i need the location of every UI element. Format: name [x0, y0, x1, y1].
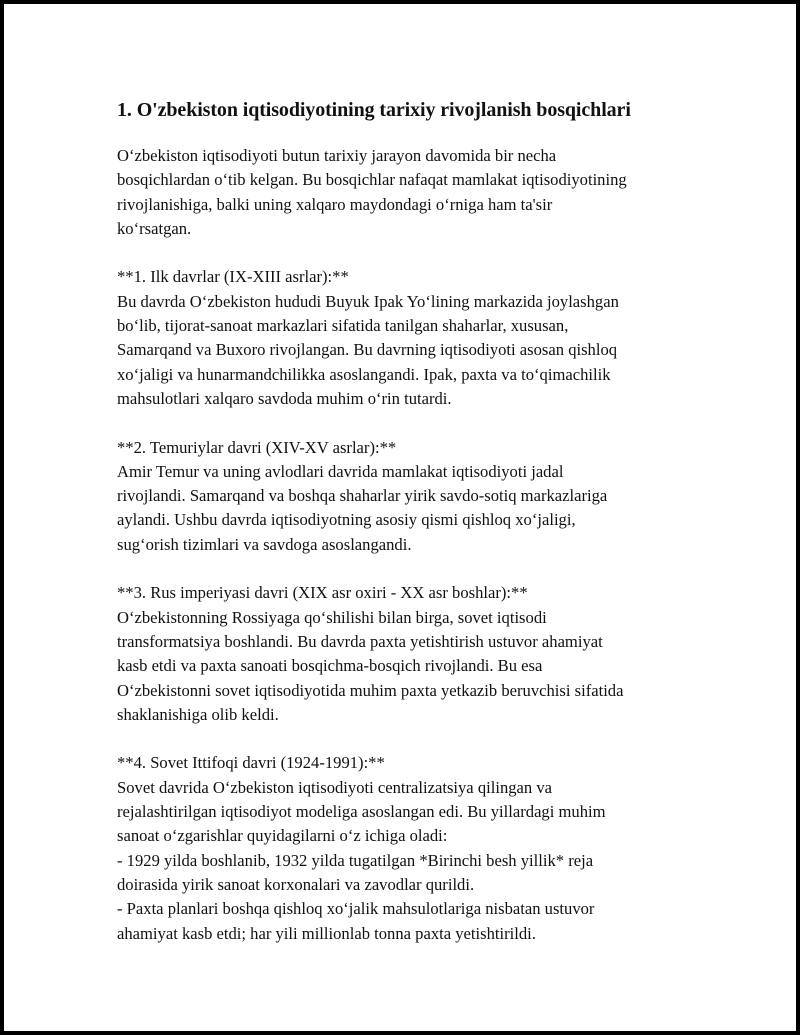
section-2	[117, 436, 697, 557]
section-body: Sovet davrida O‘zbekiston iqtisodiyoti centralizatsiya qilingan va rejalashtirilgan iqtisodiyot modeliga asoslangan edi. Bu yillardagi muhim sanoat o‘zgarishlar quyidagilarni o‘z ichiga oladi: - 1929 yilda boshlanib, 1932 yilda tugatilgan *Birinchi besh yillik* reja doirasida yirik sanoat korxonalari va zavodlar qurildi. - Paxta planlari boshqa qishloq xo‘jalik mahsulotlariga nisbatan ustuvor ahamiyat kasb etdi; har yili millionlab tonna paxta yetishtirildi.	[117, 777, 606, 943]
paragraph-gap	[117, 241, 697, 265]
section-3	[117, 581, 697, 727]
section-heading: **4. Sovet Ittifoqi davri (1924-1991):**	[117, 753, 385, 773]
paragraph-gap	[117, 411, 697, 435]
section-heading: **2. Temuriylar davri (XIV-XV asrlar):**	[117, 437, 397, 457]
section-1	[117, 265, 697, 411]
paragraph-gap	[117, 557, 697, 581]
document-title: 1. O'zbekiston iqtisodiyotining tarixiy rivojlanish bosqichlari	[117, 99, 631, 121]
section-4	[117, 751, 697, 945]
paragraph-gap	[117, 727, 697, 751]
intro-paragraph: O‘zbekiston iqtisodiyoti butun tarixiy jarayon davomida bir necha bosqichlardan o‘tib kelgan. Bu bosqichlar nafaqat mamlakat iqtisodiyotining rivojlanishiga, balki uning xalqaro maydondagi o‘rniga ham ta'sir ko‘rsatgan.	[117, 146, 627, 238]
section-body: Bu davrda O‘zbekiston hududi Buyuk Ipak Yo‘lining markazida joylashgan bo‘lib, tijorat-sanoat markazlari sifatida tanilgan shaharlar, xususan, Samarqand va Buxoro rivojlangan. Bu davrning iqtisodiyoti asosan qishloq xo‘jaligi va hunarmandchilikka asoslangandi. Ipak, paxta va to‘qimachilik mahsulotlari xalqaro savdoda muhim o‘rin tutardi.	[117, 291, 619, 408]
section-heading: **1. Ilk davrlar (IX-XIII asrlar):**	[117, 267, 349, 287]
document-content	[117, 90, 697, 946]
section-heading: **3. Rus imperiyasi davri (XIX asr oxiri - XX asr boshlar):**	[117, 583, 528, 603]
section-body: Amir Temur va uning avlodlari davrida mamlakat iqtisodiyoti jadal rivojlandi. Samarqand va boshqa shaharlar yirik savdo-sotiq markazlariga aylandi. Ushbu davrda iqtisodiyotning asosiy qismi qishloq xo‘jaligi, sug‘orish tizimlari va savdoga asoslangandi.	[117, 461, 608, 554]
section-body: O‘zbekistonning Rossiyaga qo‘shilishi bilan birga, sovet iqtisodi transformatsiya boshlandi. Bu davrda paxta yetishtirish ustuvor ahamiyat kasb etdi va paxta sanoati bosqichma-bosqich rivojlandi. Bu esa O‘zbekistonni sovet iqtisodiyotida muhim paxta yetkazib beruvchisi sifatida shaklanishiga olib keldi.	[117, 607, 624, 724]
